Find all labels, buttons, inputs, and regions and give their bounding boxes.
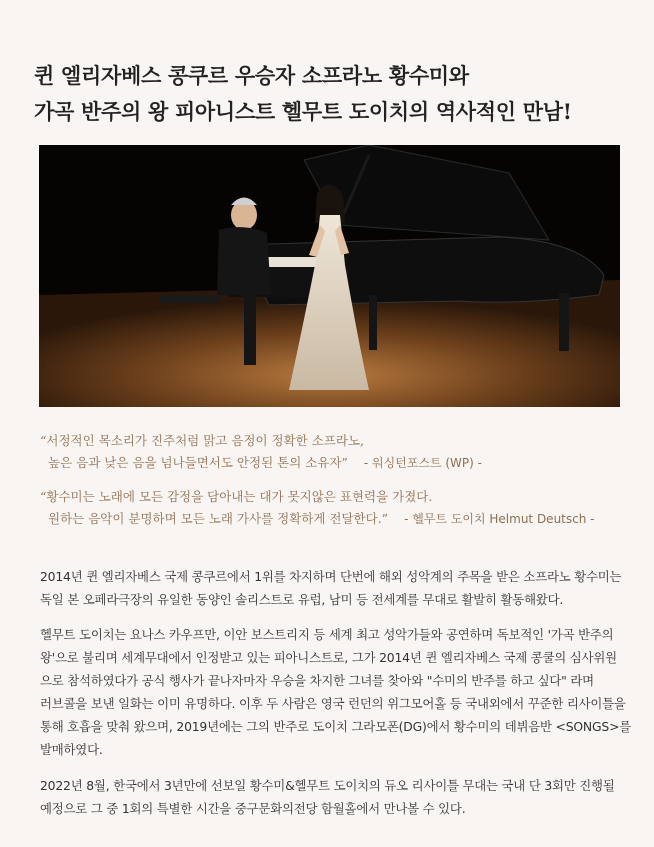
paragraph-recital-info (40, 774, 626, 820)
quote-line: “서정적인 목소리가 진주처럼 맑고 음정이 정확한 소프라노, (40, 433, 365, 448)
quote-washington-post (40, 430, 630, 474)
quote-source: - 워싱턴포스트 (WP) - (363, 456, 482, 470)
headline (34, 58, 634, 130)
paragraph-line: 발매하였다. (40, 742, 103, 757)
paragraph-line: 러브콜을 보낸 일화는 이미 유명하다. 이후 두 사람은 영국 런던의 위그모어홀 등 국내외에서 꾸준한 리사이틀을 (40, 696, 626, 711)
quote-line-with-source (40, 508, 630, 530)
paragraph-line: 헬무트 도이치는 요나스 카우프만, 이안 보스트리지 등 세계 최고 성악가들와 공연하며 독보적인 '가곡 반주의 (40, 627, 614, 642)
quote-line: 원하는 음악이 분명하며 모든 노래 가사를 정확하게 전달한다.” (48, 511, 389, 526)
paragraph-line: 독일 본 오페라극장의 유일한 동양인 솔리스트로 유럽, 남미 등 전세계를 무대로 활발히 활동해왔다. (40, 592, 564, 607)
concert-photo-illustration (39, 145, 620, 407)
quote-line: 높은 음과 낮은 음을 넘나들면서도 안정된 톤의 소유자” (48, 455, 348, 470)
paragraph-soprano-bio (40, 565, 626, 611)
paragraph-line: 통해 호흡을 맞춰 왔으며, 2019년에는 그의 반주로 도이치 그라모폰(DG)에서 황수미의 데뷔음반 <SONGS>를 (40, 719, 632, 734)
quote-source: - 헬무트 도이치 Helmut Deutsch - (404, 512, 595, 526)
paragraph-line: 2014년 퀸 엘리자베스 국제 콩쿠르에서 1위를 차지하며 단번에 해외 성악계의 주목을 받은 소프라노 황수미는 (40, 569, 622, 584)
headline-line-2: 가곡 반주의 왕 피아니스트 헬무트 도이치의 역사적인 만남! (34, 99, 572, 124)
quote-helmut-deutsch (40, 486, 630, 530)
paragraph-line: 예정으로 그 중 1회의 특별한 시간을 중구문화의전당 함월홀에서 만나볼 수 있다. (40, 801, 466, 816)
paragraph-pianist-bio (40, 623, 632, 761)
paragraph-line: 왕'으로 불리며 세계무대에서 인정받고 있는 피아니스트로, 그가 2014년 퀸 엘리자베스 국제 콩쿨의 심사위원 (40, 650, 617, 665)
headline-line-1: 퀸 엘리자베스 콩쿠르 우승자 소프라노 황수미와 (34, 63, 469, 88)
quote-line: “황수미는 노래에 모든 감정을 담아내는 대가 못지않은 표현력을 가졌다. (40, 489, 433, 504)
quote-line-with-source (40, 452, 630, 474)
concert-photo (39, 145, 620, 407)
paragraph-line: 으로 참석하였다가 공식 행사가 끝나자마자 우승을 차지한 그녀를 찾아와 "수미의 반주를 하고 싶다" 라며 (40, 673, 594, 688)
paragraph-line: 2022년 8월, 한국에서 3년만에 선보일 황수미&헬무트 도이치의 듀오 리사이틀 무대는 국내 단 3회만 진행될 (40, 778, 615, 793)
